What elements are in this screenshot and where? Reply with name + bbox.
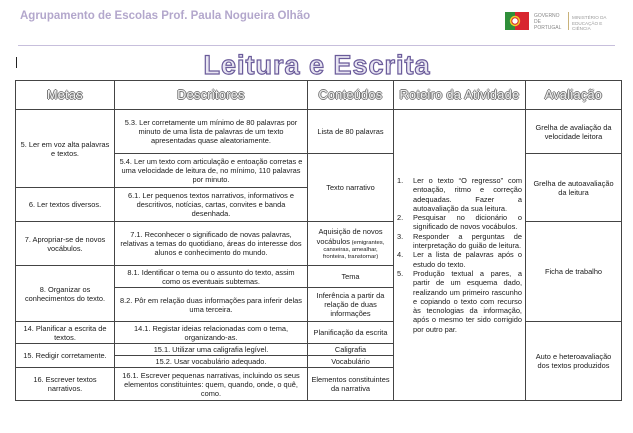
logo-divider: [568, 12, 569, 30]
roteiro-step: 5. Produção textual a pares, a partir de um esquema dado, realizando um primeiro rascunho e copiando o texto com recurso às tecnologias da informação, após o mesmo ter sido corrigido por outro par.: [397, 268, 522, 334]
conteudo-cell: Planificação da escrita: [308, 322, 394, 344]
conteudo-cell: Elementos constituintes da narrativa: [308, 368, 394, 401]
meta-cell: 15. Redigir corretamente.: [16, 344, 115, 368]
portugal-emblem-icon: [505, 10, 531, 32]
meta-cell: 5. Ler em voz alta palavras e textos.: [16, 110, 115, 188]
meta-cell: 7. Apropriar-se de novos vocábulos.: [16, 222, 115, 266]
conteudo-cell: Texto narrativo: [308, 154, 394, 222]
meta-cell: 6. Ler textos diversos.: [16, 188, 115, 222]
conteudo-cell: Aquisição de novos vocábulos (emigrantes, canseiras, amealhar, fronteira, transtornar): [308, 222, 394, 266]
avaliacao-cell: Auto e heteroavaliação dos textos produzidos: [526, 322, 622, 401]
ministry-name: MINISTÉRIO DA EDUCAÇÃO E CIÊNCIA: [572, 15, 607, 31]
page-title-text: Leitura e Escrita: [202, 50, 431, 80]
government-logo: [505, 10, 625, 32]
roteiro-step: 3. Responder a perguntas de interpretação do guião de leitura.: [397, 231, 522, 251]
descritor-cell: 8.2. Pôr em relação duas informações para inferir delas uma terceira.: [115, 288, 308, 322]
conteudo-cell: Inferência a partir da relação de duas informações: [308, 288, 394, 322]
meta-cell: 8. Organizar os conhecimentos do texto.: [16, 266, 115, 322]
descritor-cell: 8.1. Identificar o tema ou o assunto do texto, assim como os eventuais subtemas.: [115, 266, 308, 288]
conteudo-cell: Tema: [308, 266, 394, 288]
roteiro-step: 2. Pesquisar no dicionário o significado de novos vocábulos.: [397, 213, 522, 232]
conteudo-cell: Vocabulário: [308, 356, 394, 368]
roteiro-cell: [394, 110, 526, 401]
roteiro-step: 4. Ler a lista de palavras após o estudo do texto.: [397, 250, 522, 269]
header-metas: Metas: [16, 81, 115, 110]
descritor-cell: 7.1. Reconhecer o significado de novas palavras, relativas a temas do quotidiano, áreas do interesse dos alunos e conhecimento do mundo.: [115, 222, 308, 266]
conteudo-cell: Lista de 80 palavras: [308, 110, 394, 154]
avaliacao-cell: Grelha de avaliação da velocidade leitora: [526, 110, 622, 154]
meta-cell: 14. Planificar a escrita de textos.: [16, 322, 115, 344]
descritor-cell: 5.4. Ler um texto com articulação e entoação corretas e uma velocidade de leitura de, no mínimo, 110 palavras por minuto.: [115, 154, 308, 188]
activity-table: [15, 80, 622, 401]
page-header: [0, 0, 633, 42]
header-rule: [18, 45, 615, 46]
descritor-cell: 16.1. Escrever pequenas narrativas, incluindo os seus elementos constituintes: quem, quando, onde, o quê, como.: [115, 368, 308, 401]
conteudo-cell: Caligrafia: [308, 344, 394, 356]
table-row: [16, 222, 622, 266]
descritor-cell: 5.3. Ler corretamente um mínimo de 80 palavras por minuto de uma lista de palavras de um texto apresentadas quase aleatoriamente.: [115, 110, 308, 154]
meta-cell: 16. Escrever textos narrativos.: [16, 368, 115, 401]
header-conteudos: Conteúdos: [308, 81, 394, 110]
avaliacao-cell: Grelha de autoavaliação da leitura: [526, 154, 622, 222]
government-logo-text: GOVERNO DE PORTUGAL: [534, 13, 562, 31]
page-title: [0, 47, 633, 81]
header-descritores: Descritores: [115, 81, 308, 110]
descritor-cell: 15.1. Utilizar uma caligrafia legível.: [115, 344, 308, 356]
roteiro-step: 1. Ler o texto “O regresso” com entoação, ritmo e correção adequadas. Fazer a autoavaliação da sua leitura.: [397, 175, 522, 213]
roteiro-steps: [397, 176, 522, 334]
descritor-cell: 6.1. Ler pequenos textos narrativos, informativos e descritivos, notícias, cartas, convites e banda desenhada.: [115, 188, 308, 222]
table-row: [16, 110, 622, 154]
school-name: Agrupamento de Escolas Prof. Paula Nogueira Olhão: [20, 10, 311, 22]
avaliacao-cell: Ficha de trabalho: [526, 222, 622, 322]
descritor-cell: 14.1. Registar ideias relacionadas com o tema, organizando-as.: [115, 322, 308, 344]
page-title-graphic: [202, 47, 432, 81]
header-avaliacao: Avaliação: [526, 81, 622, 110]
header-roteiro: Roteiro da Atividade: [394, 81, 526, 110]
table-row: [16, 322, 622, 344]
table-header-row: [16, 81, 622, 110]
descritor-cell: 15.2. Usar vocabulário adequado.: [115, 356, 308, 368]
